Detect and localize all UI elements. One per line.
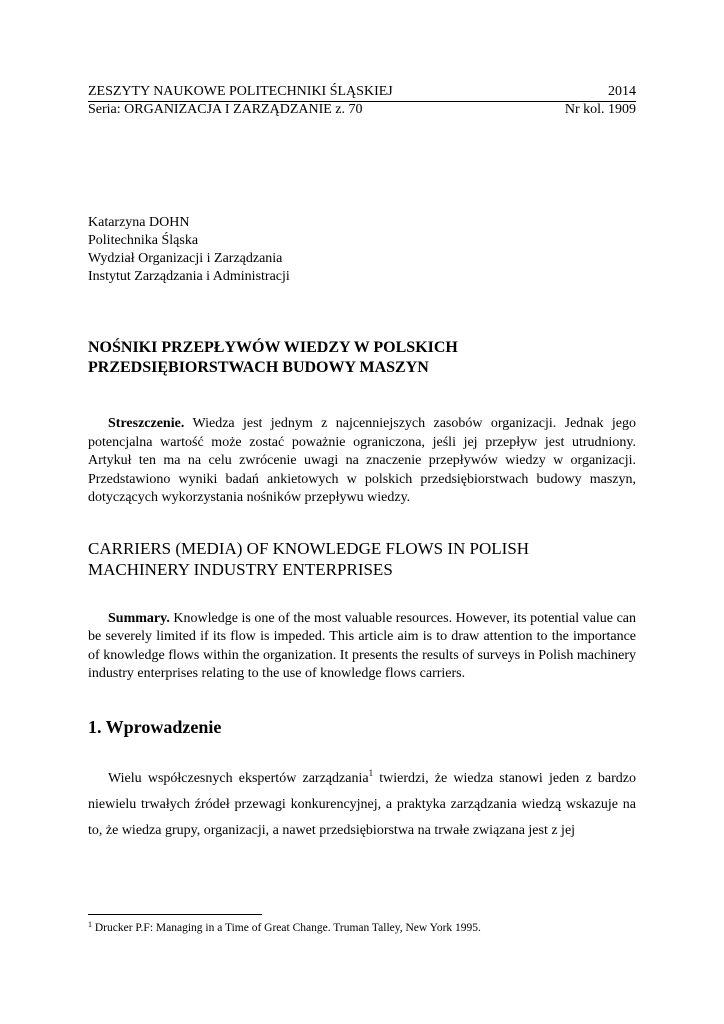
summary-lead: Summary. bbox=[108, 610, 170, 626]
body-text-start: Wielu współczesnych ekspertów zarządzania bbox=[108, 770, 369, 786]
running-header-line2 bbox=[88, 102, 636, 118]
journal-name: ZESZYTY NAUKOWE POLITECHNIKI ŚLĄSKIEJ bbox=[88, 84, 393, 99]
footnote-text: Drucker P.F: Managing in a Time of Great Change. Truman Talley, New York 1995. bbox=[92, 922, 481, 934]
footnote-ref: 1 bbox=[368, 767, 374, 778]
author-block bbox=[88, 214, 636, 286]
footnote bbox=[88, 921, 636, 935]
author-name: Katarzyna DOHN bbox=[88, 215, 190, 230]
paper-page bbox=[88, 0, 636, 858]
title-english-line1: CARRIERS (MEDIA) OF KNOWLEDGE FLOWS IN POLISH bbox=[88, 538, 530, 558]
journal-year: 2014 bbox=[608, 84, 636, 99]
journal-series: Seria: ORGANIZACJA I ZARZĄDZANIE z. 70 bbox=[88, 102, 363, 117]
summary-text: Knowledge is one of the most valuable resources. However, its potential value can be severely limited if its flow is impeded. This article aim is to draw attention to the importance of knowledge flows within the organization. It presents the results of surveys in Polish machinery industry enterprises relating to the use of knowledge flows carriers. bbox=[88, 610, 636, 681]
title-polish-line2: PRZEDSIĘBIORSTWACH BUDOWY MASZYN bbox=[88, 359, 429, 376]
author-university: Politechnika Śląska bbox=[88, 233, 199, 248]
running-header-line1 bbox=[88, 84, 636, 100]
title-english-line2: MACHINERY INDUSTRY ENTERPRISES bbox=[88, 559, 393, 579]
abstract-text: Wiedza jest jednym z najcenniejszych zasobów organizacji. Jednak jego potencjalna wartość może zostać poważnie ograniczona, jeśli jej przepływ jest utrudniony. Artykuł ten ma na celu zwrócenie uwagi na znaczenie przepływów wiedzy w organizacji. Przedstawiono wyniki badań ankietowych w polskich przedsiębiorstwach budowy maszyn, dotyczących wykorzystania nośników przepływu wiedzy. bbox=[88, 416, 636, 505]
abstract-polish bbox=[88, 415, 636, 508]
abstract-lead: Streszczenie. bbox=[108, 416, 185, 431]
footnote-number: 1 bbox=[88, 920, 92, 929]
summary-english bbox=[88, 610, 636, 684]
author-institute: Instytut Zarządzania i Administracji bbox=[88, 269, 290, 284]
author-faculty: Wydział Organizacji i Zarządzania bbox=[88, 251, 283, 266]
body-paragraph bbox=[88, 766, 636, 844]
title-english bbox=[88, 538, 636, 580]
body-text-rest: twierdzi, że wiedza stanowi jeden z bardzo niewielu trwałych źródeł przewagi konkurencyjnej, a praktyka zarządzania wiedzą wskazuje na to, że wiedza grupy, organizacji, a nawet przedsiębiorstwa na trwałe związana jest z jej bbox=[88, 770, 636, 838]
footnote-rule bbox=[88, 914, 262, 915]
title-polish bbox=[88, 338, 636, 378]
section-heading: 1. Wprowadzenie bbox=[88, 716, 222, 737]
title-polish-line1: NOŚNIKI PRZEPŁYWÓW WIEDZY W POLSKICH bbox=[88, 339, 458, 356]
journal-volume: Nr kol. 1909 bbox=[564, 102, 636, 117]
